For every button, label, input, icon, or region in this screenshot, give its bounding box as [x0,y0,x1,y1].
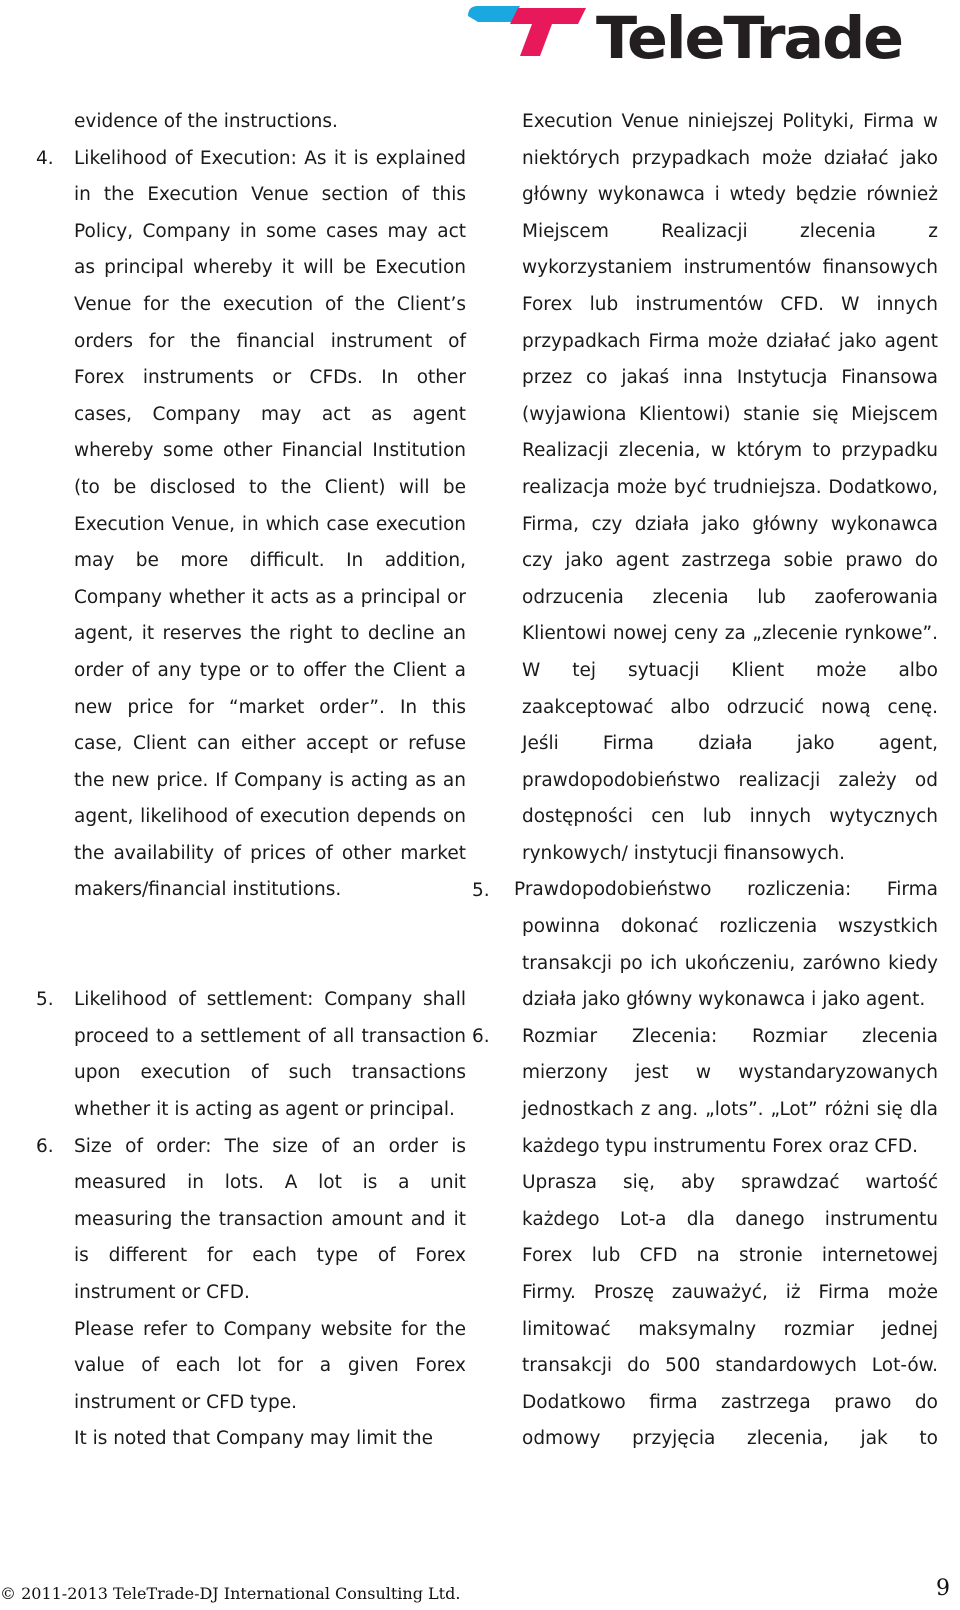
text-line: limitować maksymalny rozmiar jednej [522,1318,938,1340]
text-line: orders for the financial instrument of [74,330,466,352]
text-line: przypadkach Firma może działać jako agent [522,330,938,352]
text-line: odrzucenia zlecenia lub zaoferowania [522,586,938,608]
footer-copyright: © 2011-2013 TeleTrade-DJ International Consulting Ltd. [0,1584,461,1603]
blank-line [74,909,466,946]
text-line: Venue for the execution of the Client’s [74,293,466,315]
text-line: makers/financial institutions. [74,879,342,901]
text-line: mierzony jest w wystandaryzowanych [522,1062,938,1084]
text-line: upon execution of such transactions [74,1062,466,1084]
text-line: (to be disclosed to the Client) will be [74,476,466,498]
text-line: niektórych przypadkach może działać jako [522,147,938,169]
text-line: dostępności cen lub innych wytycznych [522,806,938,828]
text-line: Realizacji zlecenia, w którym to przypadku [522,440,938,462]
text-line: Forex lub instrumentów CFD. W innych [522,293,938,315]
text-line: may be more difficult. In addition, [74,550,466,572]
text-line: the new price. If Company is acting as an [74,769,466,791]
text-line: powinna dokonać rozliczenia wszystkich [522,916,938,938]
text-line: instrument or CFD. [74,1282,250,1303]
text-line: the availability of prices of other market [74,842,466,864]
text-line: Execution Venue niniejszej Polityki, Firma w [522,111,938,132]
text-line: is different for each type of Forex [74,1245,466,1267]
text-line: measured in lots. A lot is a unit [74,1172,466,1194]
text-line: prawdopodobieństwo realizacji zależy od [522,769,938,791]
text-line: odmowy przyjęcia zlecenia, jak to [522,1428,938,1450]
text-line: Policy, Company in some cases may act [74,220,466,242]
text-line: new price for “market order”. In this [74,696,466,718]
text-line: cases, Company may act as agent [74,403,466,425]
text-line: czy jako agent zastrzega sobie prawo do [522,550,938,572]
text-line: każdego typu instrumentu Forex oraz CFD. [522,1135,919,1157]
text-line: value of each lot for a given Forex [74,1355,466,1377]
text-line: W tej sytuacji Klient może albo [522,659,938,681]
text-line: Please refer to Company website for the [74,1318,466,1340]
text-line: measuring the transaction amount and it [74,1208,466,1230]
text-line: Forex lub CFD na stronie internetowej [522,1245,938,1267]
text-line: Klientowi nowej ceny za „zlecenie rynkowe”. [522,623,938,645]
english-column [74,104,466,1458]
text-line: wykorzystaniem instrumentów finansowych [522,257,938,279]
text-line: transakcji do 500 standardowych Lot-ów. [522,1355,938,1377]
text-line: Forex instruments or CFDs. In other [74,367,466,389]
text-line: instrument or CFD type. [74,1391,298,1413]
text-line: whereby some other Financial Institution [74,440,466,462]
polish-column [514,104,938,1458]
text-line: proceed to a settlement of all transaction [74,1025,466,1047]
logo-wordmark: TeleTrade [596,4,902,66]
text-line: przez co jakaś inna Instytucja Finansowa [522,367,938,389]
text-line: Firma, czy działa jako główny wykonawca [522,513,938,535]
list-number: 5. [472,879,490,901]
text-line: Prawdopodobieństwo rozliczenia: Firma [514,879,938,901]
text-line: transakcji po ich ukończeniu, zarówno kiedy [522,952,938,974]
list-number: 6. [36,1135,54,1157]
text-line: Size of order: The size of an order is [74,1135,466,1157]
text-line: (wyjawiona Klientowi) stanie się Miejscem [522,403,938,425]
text-line: Uprasza się, aby sprawdzać wartość [522,1172,938,1194]
text-line: Company whether it acts as a principal or [74,586,466,608]
text-line: Likelihood of Execution: As it is explained [74,147,466,169]
text-line: działa jako główny wykonawca i jako agent. [522,989,926,1011]
page-number: 9 [936,1576,950,1601]
text-line: każdego Lot-a dla danego instrumentu [522,1208,938,1230]
text-line: Jeśli Firma działa jako agent, [522,733,938,755]
text-line: Likelihood of settlement: Company shall [74,989,466,1011]
text-line: Miejscem Realizacji zlecenia z [522,220,938,242]
text-line: główny wykonawca i wtedy będzie również [522,184,938,206]
list-number: 5. [36,989,54,1011]
text-line: It is noted that Company may limit the [74,1428,434,1450]
text-line: jednostkach z ang. „lots”. „Lot” różni się dla [522,1099,938,1121]
text-line: as principal whereby it will be Execution [74,257,466,279]
list-number: 6. [472,1026,490,1047]
text-line: Firmy. Proszę zauważyć, iż Firma może [522,1282,938,1303]
logo-pink-mark [510,8,586,56]
text-line: Execution Venue, in which case execution [74,513,466,535]
text-line: realizacja może być trudniejsza. Dodatkowo, [522,476,938,498]
teletrade-logo [468,2,928,66]
text-line: rynkowych/ instytucji finansowych. [522,842,846,864]
text-line: whether it is acting as agent or principal. [74,1099,455,1121]
blank-line [74,946,466,983]
text-line: case, Client can either accept or refuse [74,733,466,755]
text-line: Rozmiar Zlecenia: Rozmiar zlecenia [522,1025,938,1047]
text-line: agent, likelihood of execution depends on [74,806,466,828]
text-line: zaakceptować albo odrzucić nową cenę. [522,696,938,718]
text-line: order of any type or to offer the Client a [74,659,466,681]
text-line: Dodatkowo firma zastrzega prawo do [522,1391,938,1413]
text-line: evidence of the instructions. [74,111,338,132]
text-line: agent, it reserves the right to decline an [74,623,466,645]
list-number: 4. [36,147,54,169]
text-line: in the Execution Venue section of this [74,184,466,206]
